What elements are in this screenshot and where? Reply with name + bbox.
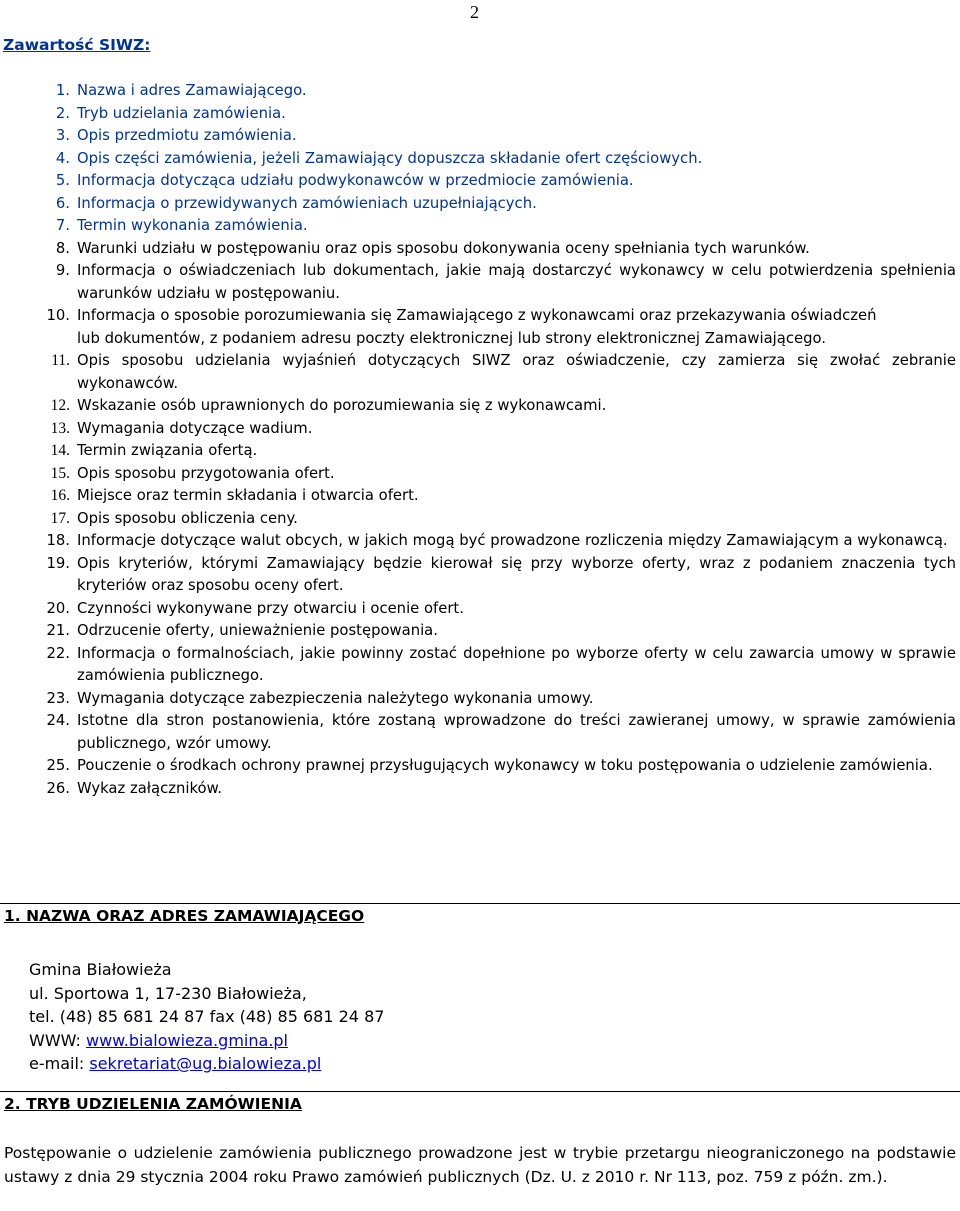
authority-email-line: e-mail: sekretariat@ug.bialowieza.pl xyxy=(29,1054,322,1073)
toc-item: 23. Wymagania dotyczące zabezpieczenia należytego wykonania umowy. xyxy=(46,689,594,707)
toc-item: 17. Opis sposobu obliczenia ceny. xyxy=(50,509,298,527)
toc-item: 7. Termin wykonania zamówienia. xyxy=(55,217,308,234)
toc-item: 16. Miejsce oraz termin składania i otwarcia ofert. xyxy=(50,487,419,504)
toc-item: 25. Pouczenie o środkach ochrony prawnej przysługujących wykonawcy w toku postępowania o udzielenie zamówienia. xyxy=(46,757,933,774)
toc-item: 6. Informacja o przewidywanych zamówieniach uzupełniających. xyxy=(55,194,537,212)
toc-item-continuation: lub dokumentów, z podaniem adresu poczty elektronicznej lub strony elektronicznej Zamawiającego. xyxy=(77,329,826,347)
toc-item: 1. Nazwa i adres Zamawiającego. xyxy=(55,82,307,99)
authority-www-line: WWW: www.bialowieza.gmina.pl xyxy=(29,1030,288,1050)
toc-item: 19. Opis kryteriów, którymi Zamawiający będzie kierował się przy wyborze oferty, wraz z podaniem znaczenia tych kryteriów oraz sposobu oceny ofert. xyxy=(46,554,956,594)
section-heading-contracting-authority: 1. NAZWA ORAZ ADRES ZAMAWIAJĄCEGO xyxy=(0,903,960,925)
toc-item: 11. Opis sposobu udzielania wyjaśnień dotyczących SIWZ oraz oświadczenie, czy zamierza się zwołać zebranie wykonawców. xyxy=(51,352,956,392)
toc-item: 13. Wymagania dotyczące wadium. xyxy=(50,419,313,437)
authority-name: Gmina Białowieża xyxy=(29,960,172,979)
toc-item: 3. Opis przedmiotu zamówienia. xyxy=(55,127,297,144)
toc-item: 12. Wskazanie osób uprawnionych do porozumiewania się z wykonawcami. xyxy=(50,397,607,414)
toc-item: 9. Informacja o oświadczeniach lub dokumentach, jakie mają dostarczyć wykonawcy w celu potwierdzenia spełnienia warunków udziału w postępowaniu. xyxy=(55,262,956,302)
authority-street: ul. Sportowa 1, 17-230 Białowieża, xyxy=(29,983,307,1003)
toc-item: 14. Termin związania ofertą. xyxy=(50,442,258,459)
toc-item: 18. Informacje dotyczące walut obcych, w jakich mogą być prowadzone rozliczenia między Zamawiającym a wykonawcą. xyxy=(46,532,948,549)
toc-item: 22. Informacja o formalnościach, jakie powinny zostać dopełnione po wyborze oferty w celu zawarcia umowy w sprawie zamówienia publicznego. xyxy=(46,644,956,684)
website-link[interactable]: www.bialowieza.gmina.pl xyxy=(86,1030,288,1050)
toc-item: 24. Istotne dla stron postanowienia, które zostaną wprowadzone do treści zawieranej umowy, w sprawie zamówienia publicznego, wzór umowy. xyxy=(46,712,956,752)
toc-item: 26. Wykaz załączników. xyxy=(46,779,223,797)
toc-item: 8. Warunki udziału w postępowaniu oraz opis sposobu dokonywania oceny spełniania tych warunków. xyxy=(55,239,810,257)
toc-item: 5. Informacja dotycząca udziału podwykonawców w przedmiocie zamówienia. xyxy=(55,172,634,189)
toc-item: 4. Opis części zamówienia, jeżeli Zamawiający dopuszcza składanie ofert częściowych. xyxy=(55,149,703,167)
toc-item: 15. Opis sposobu przygotowania ofert. xyxy=(50,464,335,482)
contracting-authority-address xyxy=(29,958,384,1076)
toc-item: 21. Odrzucenie oferty, unieważnienie postępowania. xyxy=(46,622,438,639)
table-of-contents xyxy=(0,80,956,800)
procedure-mode-paragraph: Postępowanie o udzielenie zamówienia publicznego prowadzone jest w trybie przetargu nieograniczonego na podstawie ustawy z dnia 29 stycznia 2004 roku Prawo zamówień publicznych (Dz. U. z 2010 r. Nr 113, poz. 759 z późn. zm.). xyxy=(4,1144,956,1186)
email-link[interactable]: sekretariat@ug.bialowieza.pl xyxy=(89,1054,322,1073)
toc-item: 20. Czynności wykonywane przy otwarciu i ocenie ofert. xyxy=(46,599,464,617)
authority-phone: tel. (48) 85 681 24 87 fax (48) 85 681 24 87 xyxy=(29,1007,385,1026)
toc-item: 2. Tryb udzielania zamówienia. xyxy=(55,104,286,122)
page-number: 2 xyxy=(470,2,479,22)
section-heading-procedure-mode: 2. TRYB UDZIELENIA ZAMÓWIENIA xyxy=(0,1091,960,1113)
toc-title: Zawartość SIWZ: xyxy=(3,36,151,54)
toc-item: 10. Informacja o sposobie porozumiewania się Zamawiającego z wykonawcami oraz przekazywania oświadczeń xyxy=(46,307,877,324)
